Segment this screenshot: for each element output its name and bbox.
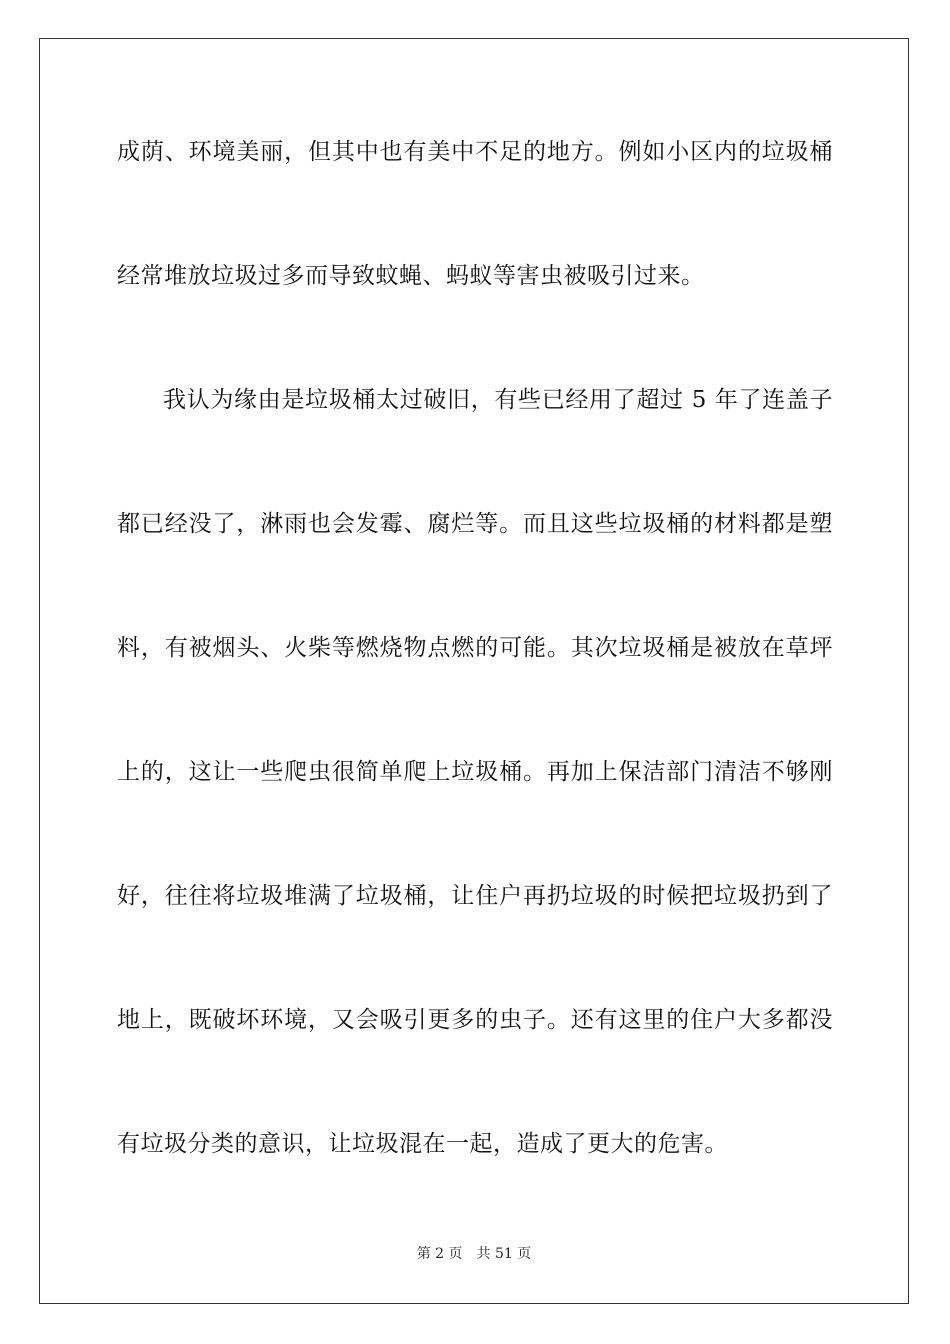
text-line: 成荫、环境美丽，但其中也有美中不足的地方。例如小区内的垃圾桶 (117, 139, 833, 165)
text-line: 料，有被烟头、火柴等燃烧物点燃的可能。其次垃圾桶是被放在草坪 (117, 635, 833, 661)
text-line: 都已经没了，淋雨也会发霉、腐烂等。而且这些垃圾桶的材料都是塑 (117, 511, 833, 537)
text-line: 地上，既破坏环境，又会吸引更多的虫子。还有这里的住户大多都没 (117, 1007, 833, 1033)
text-line: 上的，这让一些爬虫很简单爬上垃圾桶。再加上保洁部门清洁不够刚 (117, 759, 833, 785)
text-line: 我认为缘由是垃圾桶太过破旧，有些已经用了超过 5 年了连盖子 (163, 387, 833, 413)
total-pages: 共 51 页 (476, 1246, 532, 1262)
text-line: 经常堆放垃圾过多而导致蚊蝇、蚂蚁等害虫被吸引过来。 (117, 263, 705, 289)
page-number: 第 2 页 (416, 1246, 463, 1262)
page-footer (39, 1243, 909, 1263)
text-line: 好，往往将垃圾堆满了垃圾桶，让住户再扔垃圾的时候把垃圾扔到了 (117, 883, 833, 909)
body-text (117, 124, 833, 1240)
text-line: 有垃圾分类的意识，让垃圾混在一起，造成了更大的危害。 (117, 1131, 728, 1157)
